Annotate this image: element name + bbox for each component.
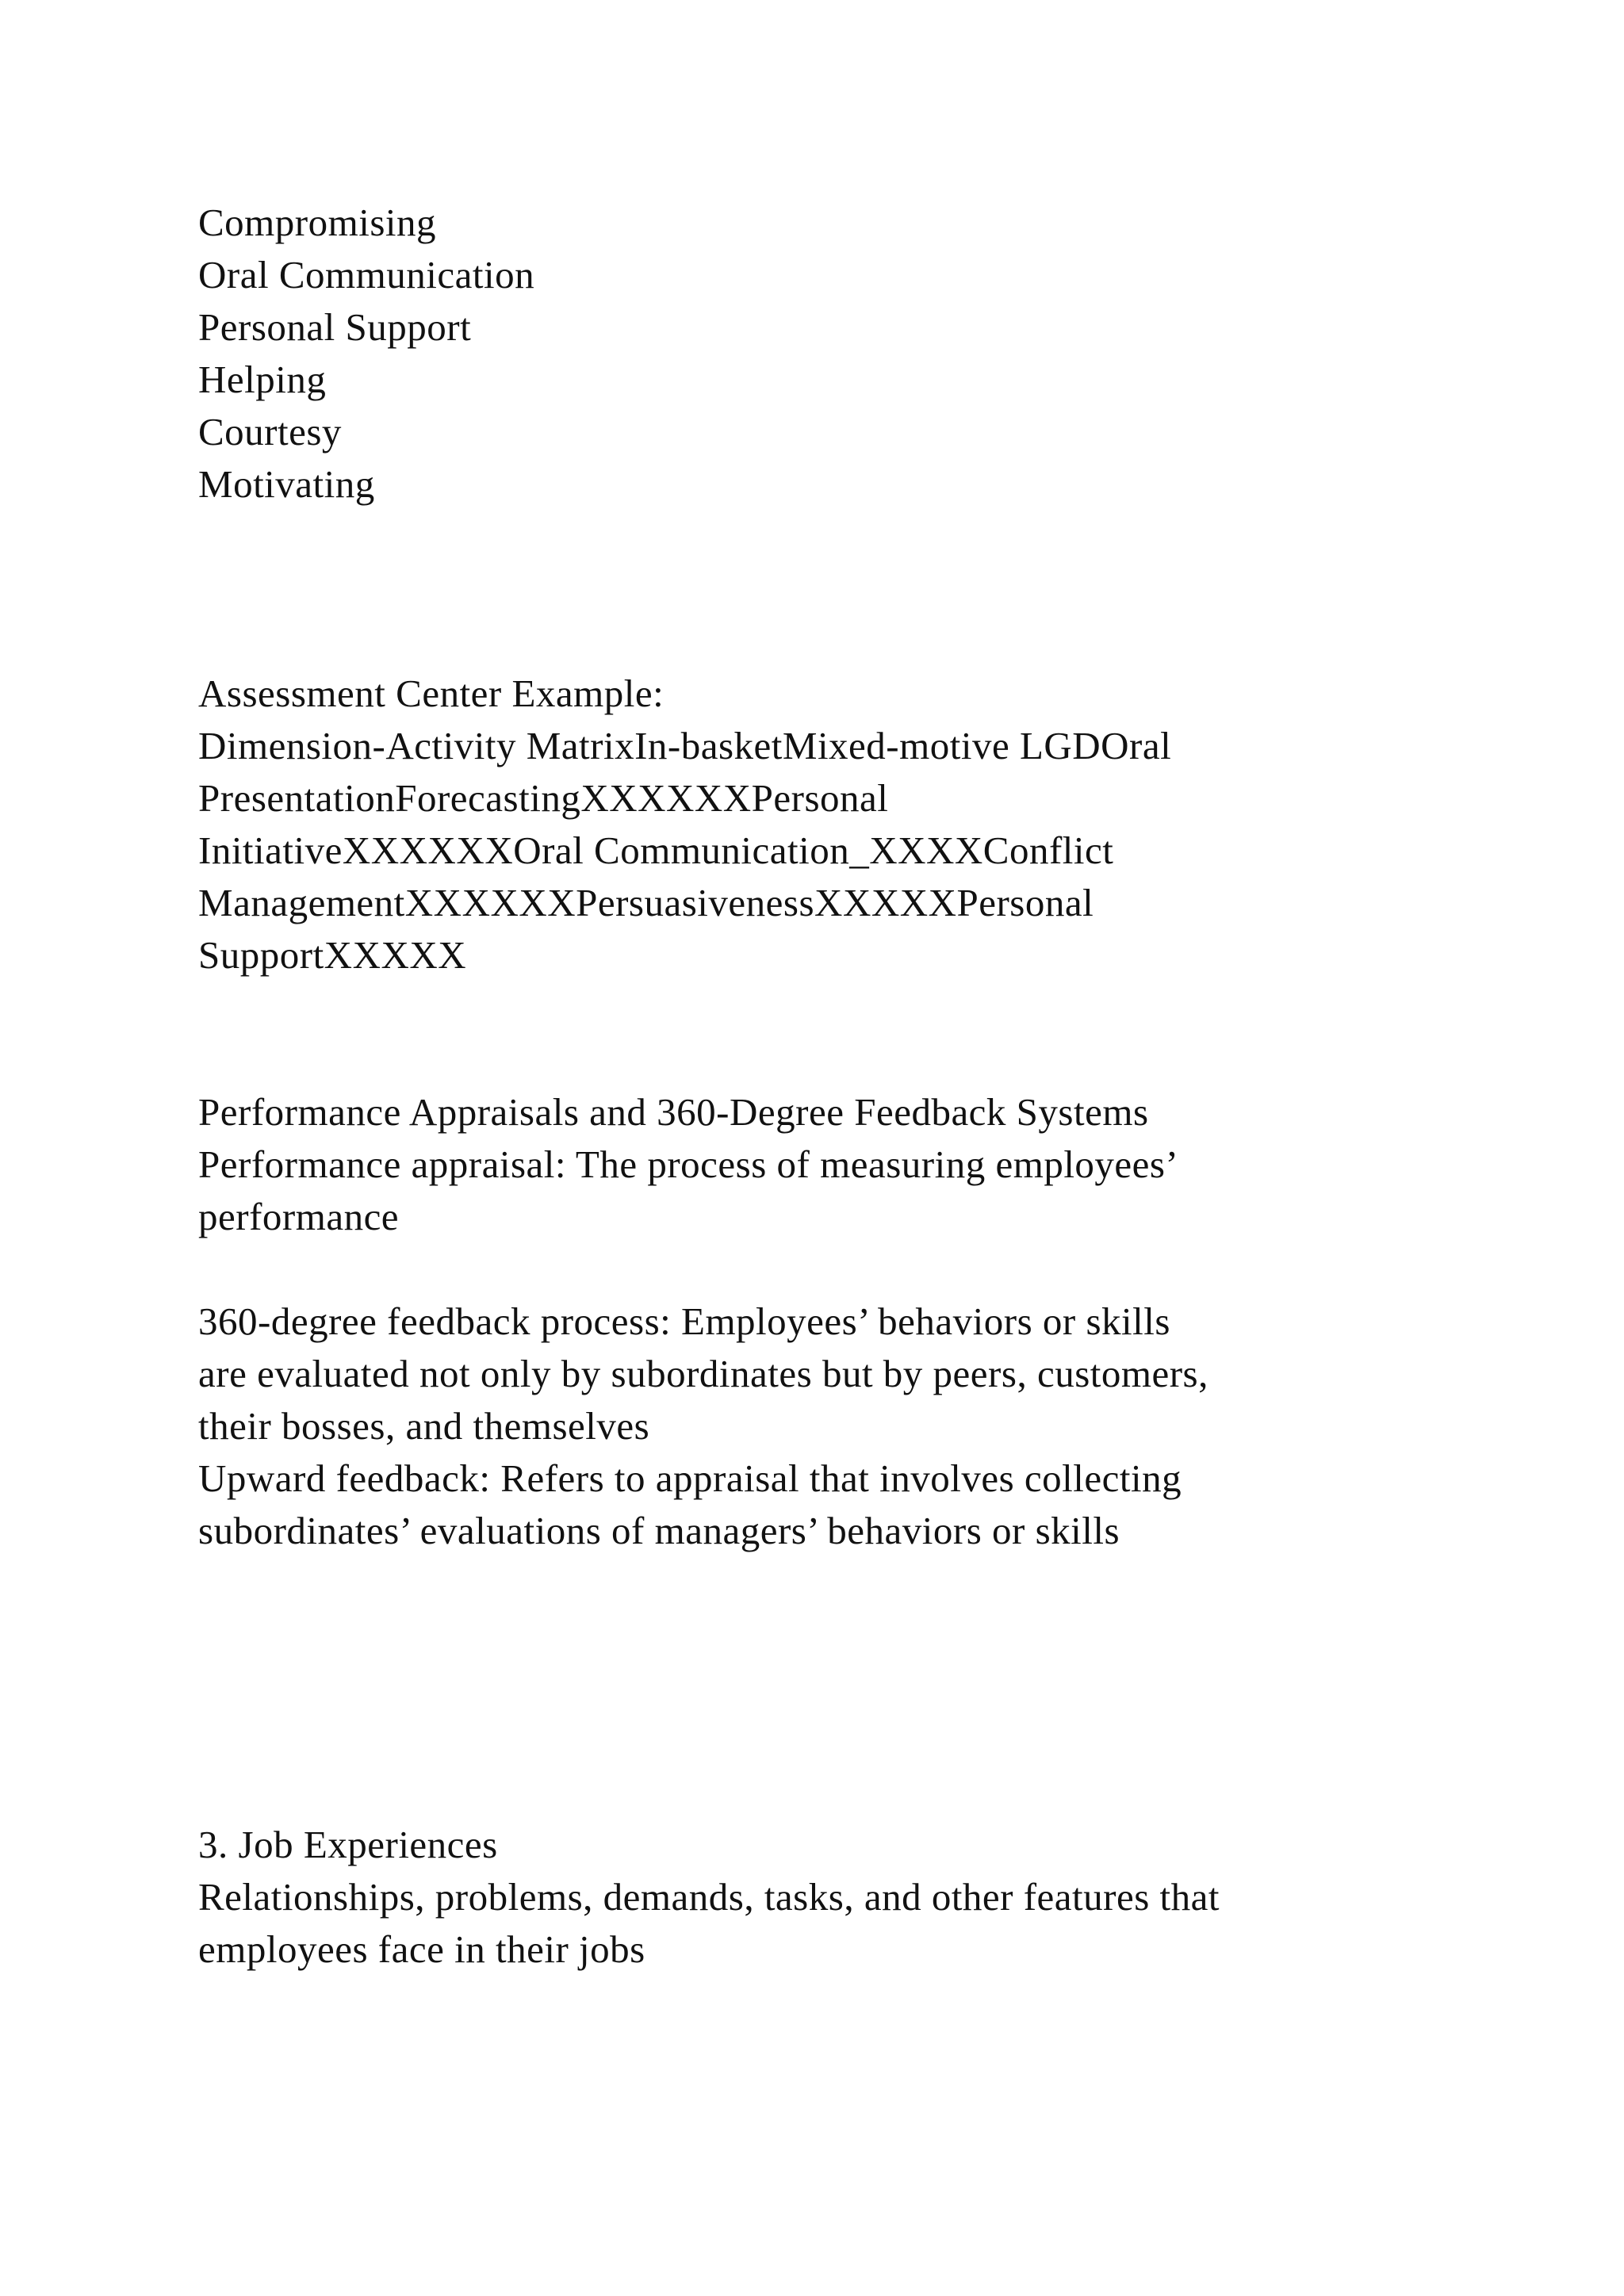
performance-heading: Performance Appraisals and 360-Degree Feedback Systems [198,1090,1149,1134]
performance-definition-line: performance [198,1195,400,1238]
assessment-matrix-line: Dimension-Activity MatrixIn-basketMixed-motive LGDOral [198,724,1172,767]
assessment-matrix-line: SupportXXXXX [198,933,467,977]
list-item: Motivating [198,462,375,506]
feedback-line: subordinates’ evaluations of managers’ behaviors or skills [198,1509,1120,1552]
performance-definition-line: Performance appraisal: The process of measuring employees’ [198,1142,1179,1186]
list-item: Oral Communication [198,253,535,297]
list-item: Helping [198,358,327,401]
job-experiences-line: Relationships, problems, demands, tasks, and other features that [198,1875,1220,1919]
assessment-matrix-line: ManagementXXXXXXPersuasivenessXXXXXPersonal [198,881,1094,924]
job-experiences-heading: 3. Job Experiences [198,1823,498,1866]
assessment-matrix-line: PresentationForecastingXXXXXXPersonal [198,776,889,820]
feedback-line: 360-degree feedback process: Employees’ behaviors or skills [198,1299,1170,1343]
list-item: Courtesy [198,410,342,453]
list-item: Personal Support [198,305,472,349]
feedback-line: are evaluated not only by subordinates but by peers, customers, [198,1352,1208,1395]
job-experiences-line: employees face in their jobs [198,1927,645,1971]
feedback-line: Upward feedback: Refers to appraisal that involves collecting [198,1456,1182,1500]
assessment-heading: Assessment Center Example: [198,672,665,715]
feedback-line: their bosses, and themselves [198,1404,650,1448]
assessment-matrix-line: InitiativeXXXXXXOral Communication_XXXXConflict [198,828,1114,872]
list-item: Compromising [198,201,437,244]
